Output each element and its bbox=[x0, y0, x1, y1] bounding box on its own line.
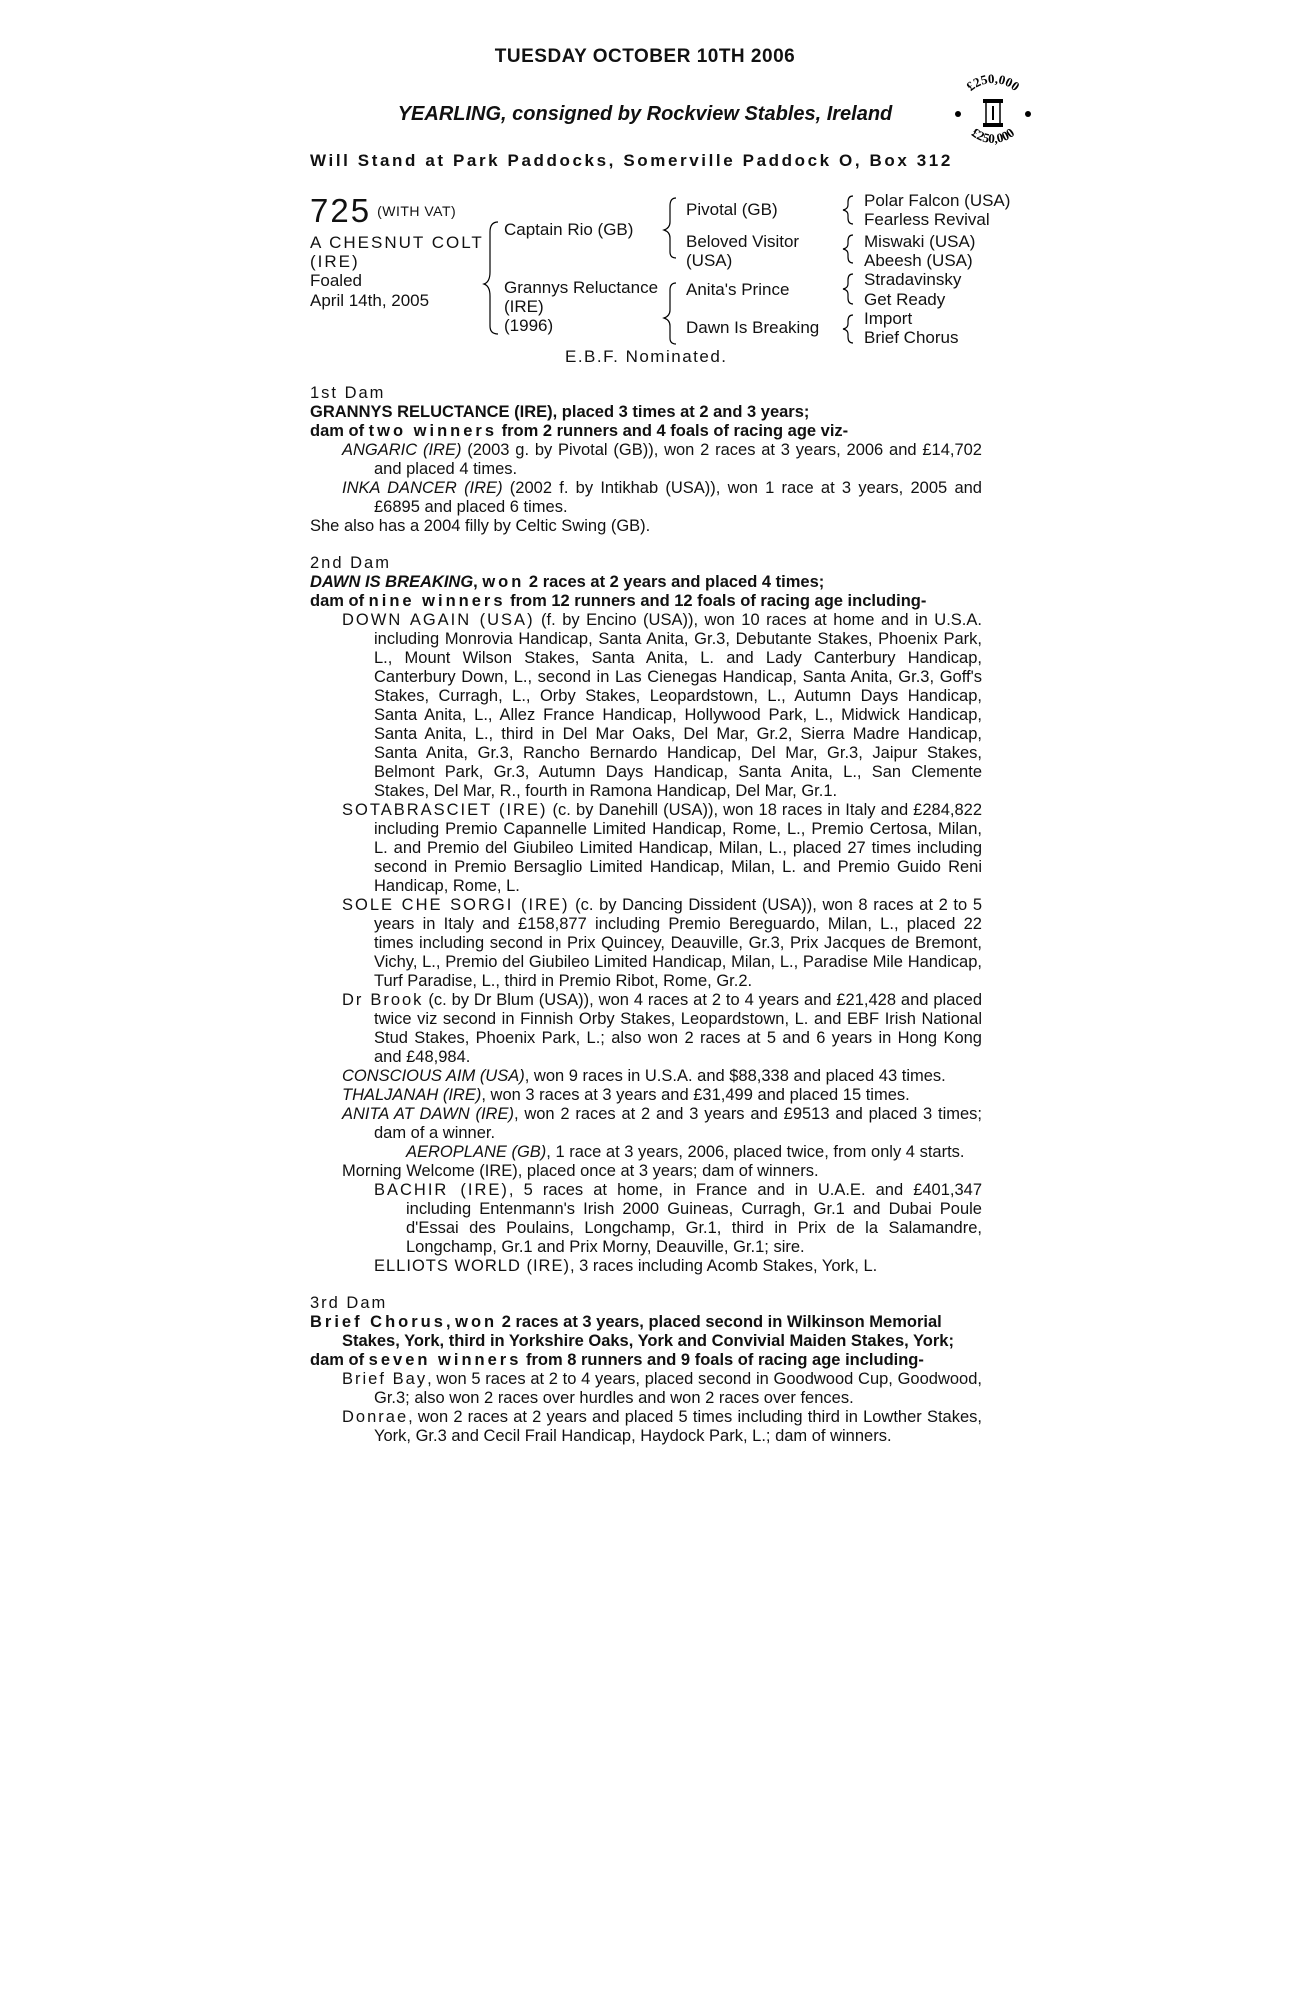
first-dam-entry-angaric: ANGARIC (IRE) (2003 g. by Pivotal (GB)), won 2 races at 3 years, 2006 and £14,702 and placed 4 times. bbox=[342, 441, 982, 478]
first-dam-entry-inka-dancer: INKA DANCER (IRE) (2002 f. by Intikhab (USA)), won 1 race at 3 years, 2005 and £6895 and placed 6 times. bbox=[342, 479, 982, 516]
seal-text-top: £250,000 bbox=[963, 70, 1023, 94]
third-dam-heading: 3rd Dam bbox=[310, 1294, 388, 1312]
first-dam-line1: GRANNYS RELUCTANCE (IRE), placed 3 times at 2 and 3 years; bbox=[310, 403, 810, 421]
first-dam-heading: 1st Dam bbox=[310, 384, 386, 402]
svg-text:£250,000 bbox=[969, 125, 1017, 146]
pedigree-dam-line3: (1996) bbox=[504, 316, 554, 335]
foaled-date: April 14th, 2005 bbox=[310, 291, 430, 310]
lot-description: A CHESNUT COLT bbox=[310, 233, 484, 252]
pedigree-dss: Stradavinsky bbox=[864, 270, 962, 289]
third-dam-line2: dam of seven winners from 8 runners and 9 foals of racing age including- bbox=[310, 1351, 924, 1369]
pedigree-sss: Polar Falcon (USA) bbox=[864, 191, 1011, 210]
third-dam-entry-brief-bay: Brief Bay, won 5 races at 2 to 4 years, placed second in Goodwood Cup, Goodwood, Gr.3; also won 2 races over hurdles and won 2 races over fences. bbox=[342, 1370, 982, 1407]
pedigree-dam-line1: Grannys Reluctance bbox=[504, 278, 659, 297]
second-dam-line2: dam of nine winners from 12 runners and 12 foals of racing age including- bbox=[310, 592, 927, 610]
lot-number-block bbox=[310, 192, 456, 230]
pedigree-dsd: Get Ready bbox=[864, 290, 946, 309]
second-dam-entry-anita-at-dawn: ANITA AT DAWN (IRE), won 2 races at 2 and 3 years and £9513 and placed 3 times; dam of a winner. bbox=[342, 1105, 982, 1142]
second-dam-heading: 2nd Dam bbox=[310, 554, 391, 572]
second-dam-entry-bachir: BACHIR (IRE), 5 races at home, in France and in U.A.E. and £401,347 including Entenmann's Irish 2000 Guineas, Curragh, Gr.1 and Dubai Poule d'Essai des Poulains, Longchamp, Gr.1, third in Prix de la Salamandre, Longchamp, Gr.1 and Prix Morny, Deauville, Gr.1; sire. bbox=[374, 1181, 983, 1256]
pedigree-dds: Import bbox=[864, 309, 913, 328]
vat-note: (WITH VAT) bbox=[377, 203, 457, 219]
pedigree-sire-dam-line2: (USA) bbox=[686, 251, 733, 270]
second-dam-entry-sotabrasciet: SOTABRASCIET (IRE) (c. by Danehill (USA)), won 18 races in Italy and £284,822 including Premio Capannelle Limited Handicap, Rome, L., Premio Certosa, Milan, L. and Premio del Giubileo Limited Handicap, Milan, L., placed 27 times including second in Premio Bersaglio Limited Handicap, Milan, L. and Premio Guido Reni Handicap, Rome, L. bbox=[342, 801, 983, 895]
pedigree-sds: Miswaki (USA) bbox=[864, 232, 976, 251]
pedigree-ddd: Brief Chorus bbox=[864, 328, 959, 347]
seal-text-bottom: £250,000 bbox=[968, 124, 1018, 147]
stand-location: Will Stand at Park Paddocks, Somerville Paddock O, Box 312 bbox=[310, 151, 953, 170]
pedigree-dam-dam: Dawn Is Breaking bbox=[686, 318, 820, 337]
pedigree-sire: Captain Rio (GB) bbox=[504, 220, 634, 239]
sale-date: TUESDAY OCTOBER 10TH 2006 bbox=[494, 46, 796, 67]
third-dam-entry-donrae: Donrae, won 2 races at 2 years and placed 5 times including third in Lowther Stakes, York, Gr.3 and Cecil Frail Handicap, Haydock Park, L.; dam of winners. bbox=[342, 1408, 982, 1445]
third-dam-line1: Brief Chorus, won 2 races at 3 years, placed second in Wilkinson Memorial Stakes, York, third in Yorkshire Oaks, York and Convivial Maiden Stakes, York; bbox=[310, 1313, 954, 1350]
pedigree-ssd: Fearless Revival bbox=[864, 210, 990, 229]
price-seal-icon bbox=[948, 68, 1038, 158]
second-dam-entry-down-again: DOWN AGAIN (USA) (f. by Encino (USA)), won 10 races at home and in U.S.A. including Monrovia Handicap, Santa Anita, Gr.3, Debutante Stakes, Phoenix Park, L., Mount Wilson Stakes, Santa Anita, L. and Lady Canterbury Handicap, Canterbury Down, L., second in Las Cienegas Handicap, Santa Anita, Gr.3, Goff's Stakes, Curragh, L., Orby Stakes, Leopardstown, L., Autumn Days Handicap, Santa Anita, L., Allez France Handicap, Hollywood Park, L., Midwick Handicap, Santa Anita, L., third in Del Mar Oaks, Del Mar, Gr.2, Sierra Madre Handicap, Santa Anita, Gr.3, Rancho Bernardo Handicap, Del Mar, Gr.3, Jaipur Stakes, Belmont Park, Gr.3, Autumn Days Handicap, Santa Anita, L., San Clemente Stakes, Del Mar, R., fourth in Ramona Handicap, Del Mar, Gr.1. bbox=[342, 611, 982, 800]
second-dam-entry-sole-che-sorgi: SOLE CHE SORGI (IRE) (c. by Dancing Dissident (USA)), won 8 races at 2 to 5 years in Italy and £158,877 including Premio Bereguardo, Milan, L., placed 22 times including second in Prix Quincey, Deauville, Gr.3, Prix Jacques de Bremont, Vichy, L., Premio del Giubileo Limited Handicap, Milan, L., Paradise Mile Handicap, Turf Paradise, L., third in Premio Ribot, Rome, Gr.2. bbox=[342, 896, 983, 990]
foaled-label: Foaled bbox=[310, 271, 362, 290]
second-dam-entry-thaljanah: THALJANAH (IRE), won 3 races at 3 years and £31,499 and placed 15 times. bbox=[342, 1086, 910, 1104]
first-dam-also: She also has a 2004 filly by Celtic Swing (GB). bbox=[310, 517, 651, 535]
lot-origin: (IRE) bbox=[310, 252, 360, 271]
second-dam-entry-conscious-aim: CONSCIOUS AIM (USA), won 9 races in U.S.A. and $88,338 and placed 43 times. bbox=[342, 1067, 946, 1085]
second-dam-entry-aeroplane: AEROPLANE (GB), 1 race at 3 years, 2006, placed twice, from only 4 starts. bbox=[406, 1143, 965, 1161]
second-dam-line1: DAWN IS BREAKING, won 2 races at 2 years and placed 4 times; bbox=[310, 573, 825, 591]
pedigree-dam-sire: Anita's Prince bbox=[686, 280, 790, 299]
second-dam-entry-dr-brook: Dr Brook (c. by Dr Blum (USA)), won 4 races at 2 to 4 years and £21,428 and placed twice viz second in Finnish Orby Stakes, Leopardstown, L. and EBF Irish National Stud Stakes, Phoenix Park, L.; also won 2 races at 5 and 6 years in Hong Kong and £48,984. bbox=[342, 991, 982, 1066]
pedigree-sire-sire: Pivotal (GB) bbox=[686, 200, 778, 219]
svg-text:£250,000 bbox=[963, 71, 1022, 94]
pedigree-sire-dam-line1: Beloved Visitor bbox=[686, 232, 800, 251]
lot-number: 725 bbox=[310, 192, 372, 229]
consignment-line: YEARLING, consigned by Rockview Stables, Ireland bbox=[397, 103, 893, 125]
first-dam-line2: dam of two winners from 2 runners and 4 foals of racing age viz- bbox=[310, 422, 849, 440]
third-dam-section bbox=[310, 1294, 982, 1446]
pedigree-dam-line2: (IRE) bbox=[504, 297, 544, 316]
second-dam-section bbox=[310, 554, 982, 1276]
second-dam-entry-morning-welcome: Morning Welcome (IRE), placed once at 3 years; dam of winners. bbox=[342, 1162, 819, 1180]
first-dam-section bbox=[310, 384, 982, 536]
second-dam-entry-elliots-world: ELLIOTS WORLD (IRE), 3 races including Acomb Stakes, York, L. bbox=[374, 1257, 878, 1275]
ebf-nominated: E.B.F. Nominated. bbox=[565, 347, 728, 366]
pedigree-sdd: Abeesh (USA) bbox=[864, 251, 973, 270]
